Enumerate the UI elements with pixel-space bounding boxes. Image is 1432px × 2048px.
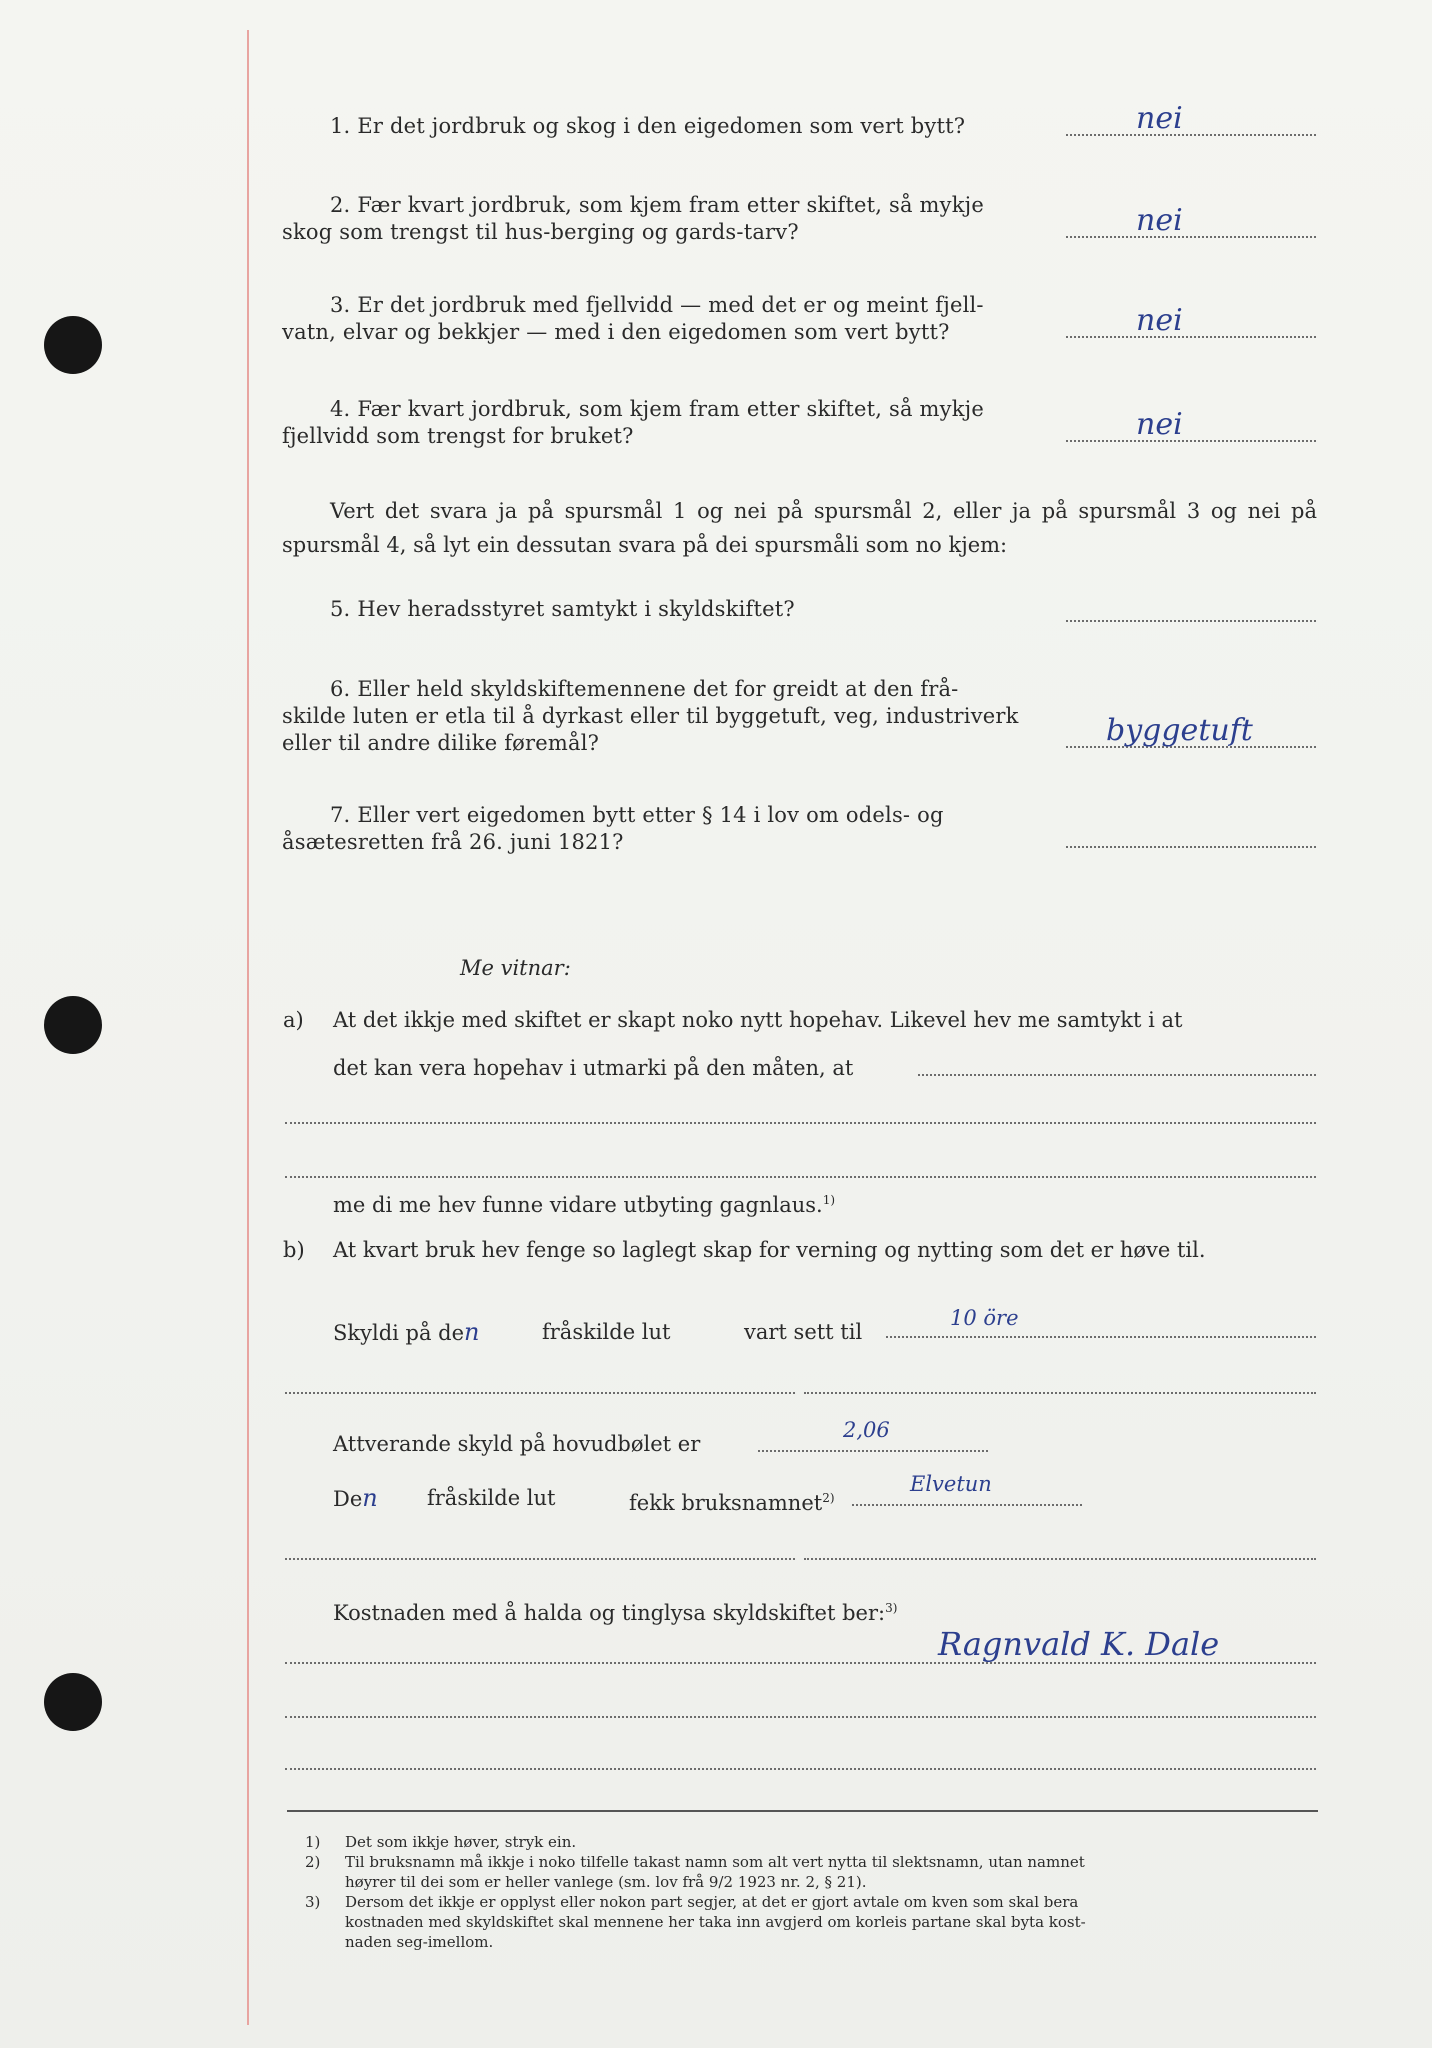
- item-b-label: b): [283, 1238, 305, 1262]
- bruksnamn-suffix: fekk bruksnamnet$^{2)}$: [629, 1491, 835, 1515]
- handwritten-skyldi-value: 10 öre: [950, 1306, 1019, 1330]
- skyldi-middle: fråskilde lut: [542, 1320, 671, 1344]
- footnote-2: 2) Til bruksnamn må ikkje i noko tilfelle takast namn som alt vert nytta til slektsnamn, utan namnet høyrer til dei som er heller vanlege (sm. lov frå 9/2 1923 nr. 2, § 21).: [305, 1853, 1085, 1891]
- dotted-line[interactable]: [285, 1122, 1316, 1124]
- handwritten-bruksnamn-value: Elvetun: [910, 1472, 992, 1496]
- footnote-divider: [287, 1810, 1318, 1812]
- bruksnamn-label: Den: [333, 1484, 378, 1512]
- question-6: 6. Eller held skyldskiftemennene det for greidt at den frå- skilde luten er etla til å dyrkast eller til byggetuft, veg, industriverk eller til andre dilike føremål?: [282, 677, 1019, 755]
- question-5: 5. Hev heradsstyret samtykt i skyldskiftet?: [330, 597, 795, 621]
- question-1: 1. Er det jordbruk og skog i den eigedomen som vert bytt?: [330, 114, 966, 138]
- item-a-label: a): [283, 1008, 304, 1032]
- dotted-line[interactable]: [804, 1392, 1316, 1394]
- kostnaden-label: Kostnaden med å halda og tinglysa skyldskiftet ber:$^{3)}$: [333, 1601, 898, 1625]
- handwritten-answer: byggetuft: [1106, 713, 1253, 748]
- attverande-label: Attverande skyld på hovudbølet er: [333, 1432, 701, 1456]
- dotted-line[interactable]: [804, 1558, 1316, 1560]
- dotted-line[interactable]: [918, 1074, 1316, 1076]
- bruksnamn-field[interactable]: [852, 1504, 1082, 1506]
- answer-field-2[interactable]: [1066, 203, 1316, 238]
- question-3: 3. Er det jordbruk med fjellvidd — med det er og meint fjell- vatn, elvar og bekkjer — med i den eigedomen som vert bytt?: [282, 293, 984, 344]
- dotted-line[interactable]: [285, 1768, 1316, 1770]
- handwritten-answer: nei: [1136, 101, 1183, 136]
- question-4: 4. Fær kvart jordbruk, som kjem fram etter skiftet, så mykje fjellvidd som trengst for bruket?: [282, 397, 984, 448]
- handwritten-attverande-value: 2,06: [843, 1418, 890, 1442]
- item-b-line: At kvart bruk hev fenge so laglegt skap for verning og nytting som det er høve til.: [333, 1238, 1206, 1262]
- punch-hole: [44, 316, 102, 374]
- question-7: 7. Eller vert eigedomen bytt etter § 14 i lov om odels- og åsætesretten frå 26. juni 1821?: [282, 803, 944, 854]
- item-a-line-1: At det ikkje med skiftet er skapt noko nytt hopehav. Likevel hev me samtykt i at: [333, 1008, 1183, 1032]
- footnotes: [305, 1832, 1319, 1952]
- answer-field-6[interactable]: [1066, 713, 1316, 748]
- punch-hole: [44, 1673, 102, 1731]
- instruction-paragraph: Vert det svara ja på spursmål 1 og nei på spursmål 2, eller ja på spursmål 3 og nei på spursmål 4, så lyt ein dessutan svara på dei spursmåli som no kjem:: [282, 499, 1317, 557]
- answer-field-3[interactable]: [1066, 303, 1316, 338]
- footnote-3: 3) Dersom det ikkje er opplyst eller nokon part segjer, at det er gjort avtale om kven som skal bera kostnaden med skyldskiftet skal mennene her taka inn avgjerd om korleis partane skal byta kost- naden seg-imellom.: [305, 1893, 1086, 1951]
- bruksnamn-middle: fråskilde lut: [427, 1486, 556, 1510]
- skyldi-suffix: vart sett til: [744, 1320, 863, 1344]
- item-a-line-2: det kan vera hopehav i utmarki på den måten, at: [333, 1056, 854, 1080]
- handwritten-signature: Ragnvald K. Dale: [938, 1625, 1220, 1663]
- footnote-1: 1) Det som ikkje høver, stryk ein.: [305, 1833, 577, 1851]
- me-vitnar-heading: Me vitnar:: [460, 956, 571, 980]
- answer-field-1[interactable]: [1066, 101, 1316, 136]
- dotted-line[interactable]: [285, 1176, 1316, 1178]
- dotted-line[interactable]: [285, 1716, 1316, 1718]
- answer-field-4[interactable]: [1066, 407, 1316, 442]
- dotted-line[interactable]: [285, 1558, 795, 1560]
- margin-line: [247, 30, 249, 2025]
- answer-field-5[interactable]: [1066, 590, 1316, 622]
- punch-hole: [44, 996, 102, 1054]
- dotted-line[interactable]: [285, 1392, 795, 1394]
- handwritten-answer: nei: [1136, 407, 1183, 442]
- handwritten-answer: nei: [1136, 203, 1183, 238]
- item-a-line-3: me di me hev funne vidare utbyting gagnlaus.$^{1)}$: [333, 1193, 836, 1217]
- skyldi-label: Skyldi på den: [333, 1318, 480, 1346]
- answer-field-7[interactable]: [1066, 816, 1316, 848]
- handwritten-answer: nei: [1136, 303, 1183, 338]
- skyldi-field[interactable]: [886, 1336, 1316, 1338]
- attverande-field[interactable]: [758, 1450, 988, 1452]
- question-2: 2. Fær kvart jordbruk, som kjem fram etter skiftet, så mykje skog som trengst til hus-berging og gards-tarv?: [282, 193, 984, 244]
